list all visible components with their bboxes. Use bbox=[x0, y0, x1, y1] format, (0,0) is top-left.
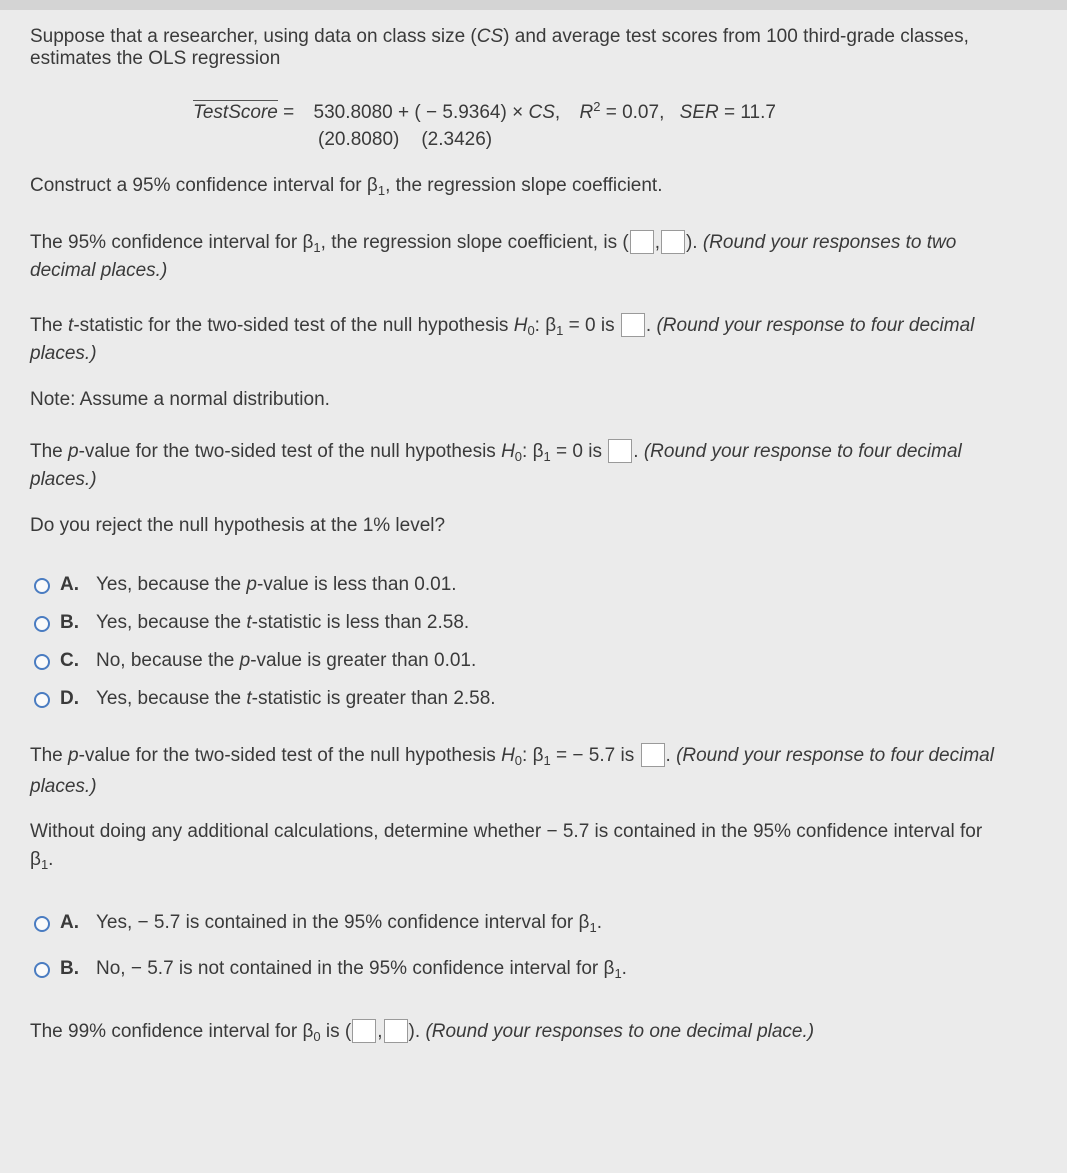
reject-option-c[interactable]: C. No, because the p-value is greater than 0.01. bbox=[30, 646, 476, 676]
tstat-question: The t-statistic for the two-sided test of the null hypothesis $H_0$: $\beta_1 = 0$ is . (Round your response to four decimal bbox=[30, 315, 975, 338]
radio-button[interactable] bbox=[34, 654, 50, 670]
standard-errors: (20.8080) (2.3426) bbox=[318, 129, 493, 150]
reject-option-d[interactable]: D. Yes, because the t-statistic is greater than 2.58. bbox=[30, 684, 496, 714]
intro-line-2: estimates the OLS regression bbox=[30, 48, 281, 69]
top-bar bbox=[0, 0, 1067, 10]
pvalue-hint-cont: places.) bbox=[30, 469, 97, 490]
ci95-upper-input[interactable] bbox=[661, 230, 685, 254]
contained-option-b[interactable]: B. No, − 5.7 is not contained in the 95% confidence interval for $\beta_1$. bbox=[30, 954, 627, 984]
pvalue57-input[interactable] bbox=[641, 743, 665, 767]
ci95-question: The 95% confidence interval for $\beta_1$, the regression slope coefficient, is ( , ). (Round your responses to two bbox=[30, 232, 957, 255]
radio-button[interactable] bbox=[34, 616, 50, 632]
ci99-upper-input[interactable] bbox=[384, 1019, 408, 1043]
ci99-question: The 99% confidence interval for $\beta_0$ is ( , ). (Round your responses to one decimal place.) bbox=[30, 1021, 815, 1044]
ci99-lower-input[interactable] bbox=[352, 1019, 376, 1043]
pvalue-input[interactable] bbox=[608, 439, 632, 463]
radio-button[interactable] bbox=[34, 962, 50, 978]
tstat-input[interactable] bbox=[621, 313, 645, 337]
reject-option-a[interactable]: A. Yes, because the p-value is less than 0.01. bbox=[30, 570, 457, 600]
radio-button[interactable] bbox=[34, 916, 50, 932]
radio-button[interactable] bbox=[34, 692, 50, 708]
contained-question-cont: $\beta_1$. bbox=[30, 849, 54, 872]
tstat-hint-cont: places.) bbox=[30, 343, 97, 364]
note-text: Note: Assume a normal distribution. bbox=[30, 389, 330, 410]
ci95-lower-input[interactable] bbox=[630, 230, 654, 254]
reject-option-b[interactable]: B. Yes, because the t-statistic is less than 2.58. bbox=[30, 608, 469, 638]
regression-equation: TestScore = 530.8080 + ( − 5.9364) × CS, $R^2 = 0.07$, SER = 11.7 bbox=[193, 99, 776, 123]
ci95-hint-cont: decimal places.) bbox=[30, 260, 168, 281]
radio-button[interactable] bbox=[34, 578, 50, 594]
construct-instruction: Construct a 95% confidence interval for $\beta_1$, the regression slope coefficient. bbox=[30, 175, 663, 198]
pvalue57-hint-cont: places.) bbox=[30, 776, 97, 797]
intro-line-1: Suppose that a researcher, using data on class size (CS) and average test scores from 100 third-grade classes, bbox=[30, 26, 969, 47]
test-score-variable: TestScore bbox=[193, 102, 278, 123]
reject-question: Do you reject the null hypothesis at the 1% level? bbox=[30, 515, 446, 536]
contained-option-a[interactable]: A. Yes, − 5.7 is contained in the 95% confidence interval for $\beta_1$. bbox=[30, 908, 602, 938]
pvalue57-question: The p-value for the two-sided test of the null hypothesis $H_0$: $\beta_1$ = − 5.7 is . (Round your response to four decimal bbox=[30, 745, 994, 768]
contained-question: Without doing any additional calculations, determine whether − 5.7 is contained in the 95% confidence interval for bbox=[30, 821, 983, 842]
pvalue-question: The p-value for the two-sided test of the null hypothesis $H_0$: $\beta_1 = 0$ is . (Round your response to four decimal bbox=[30, 441, 962, 464]
